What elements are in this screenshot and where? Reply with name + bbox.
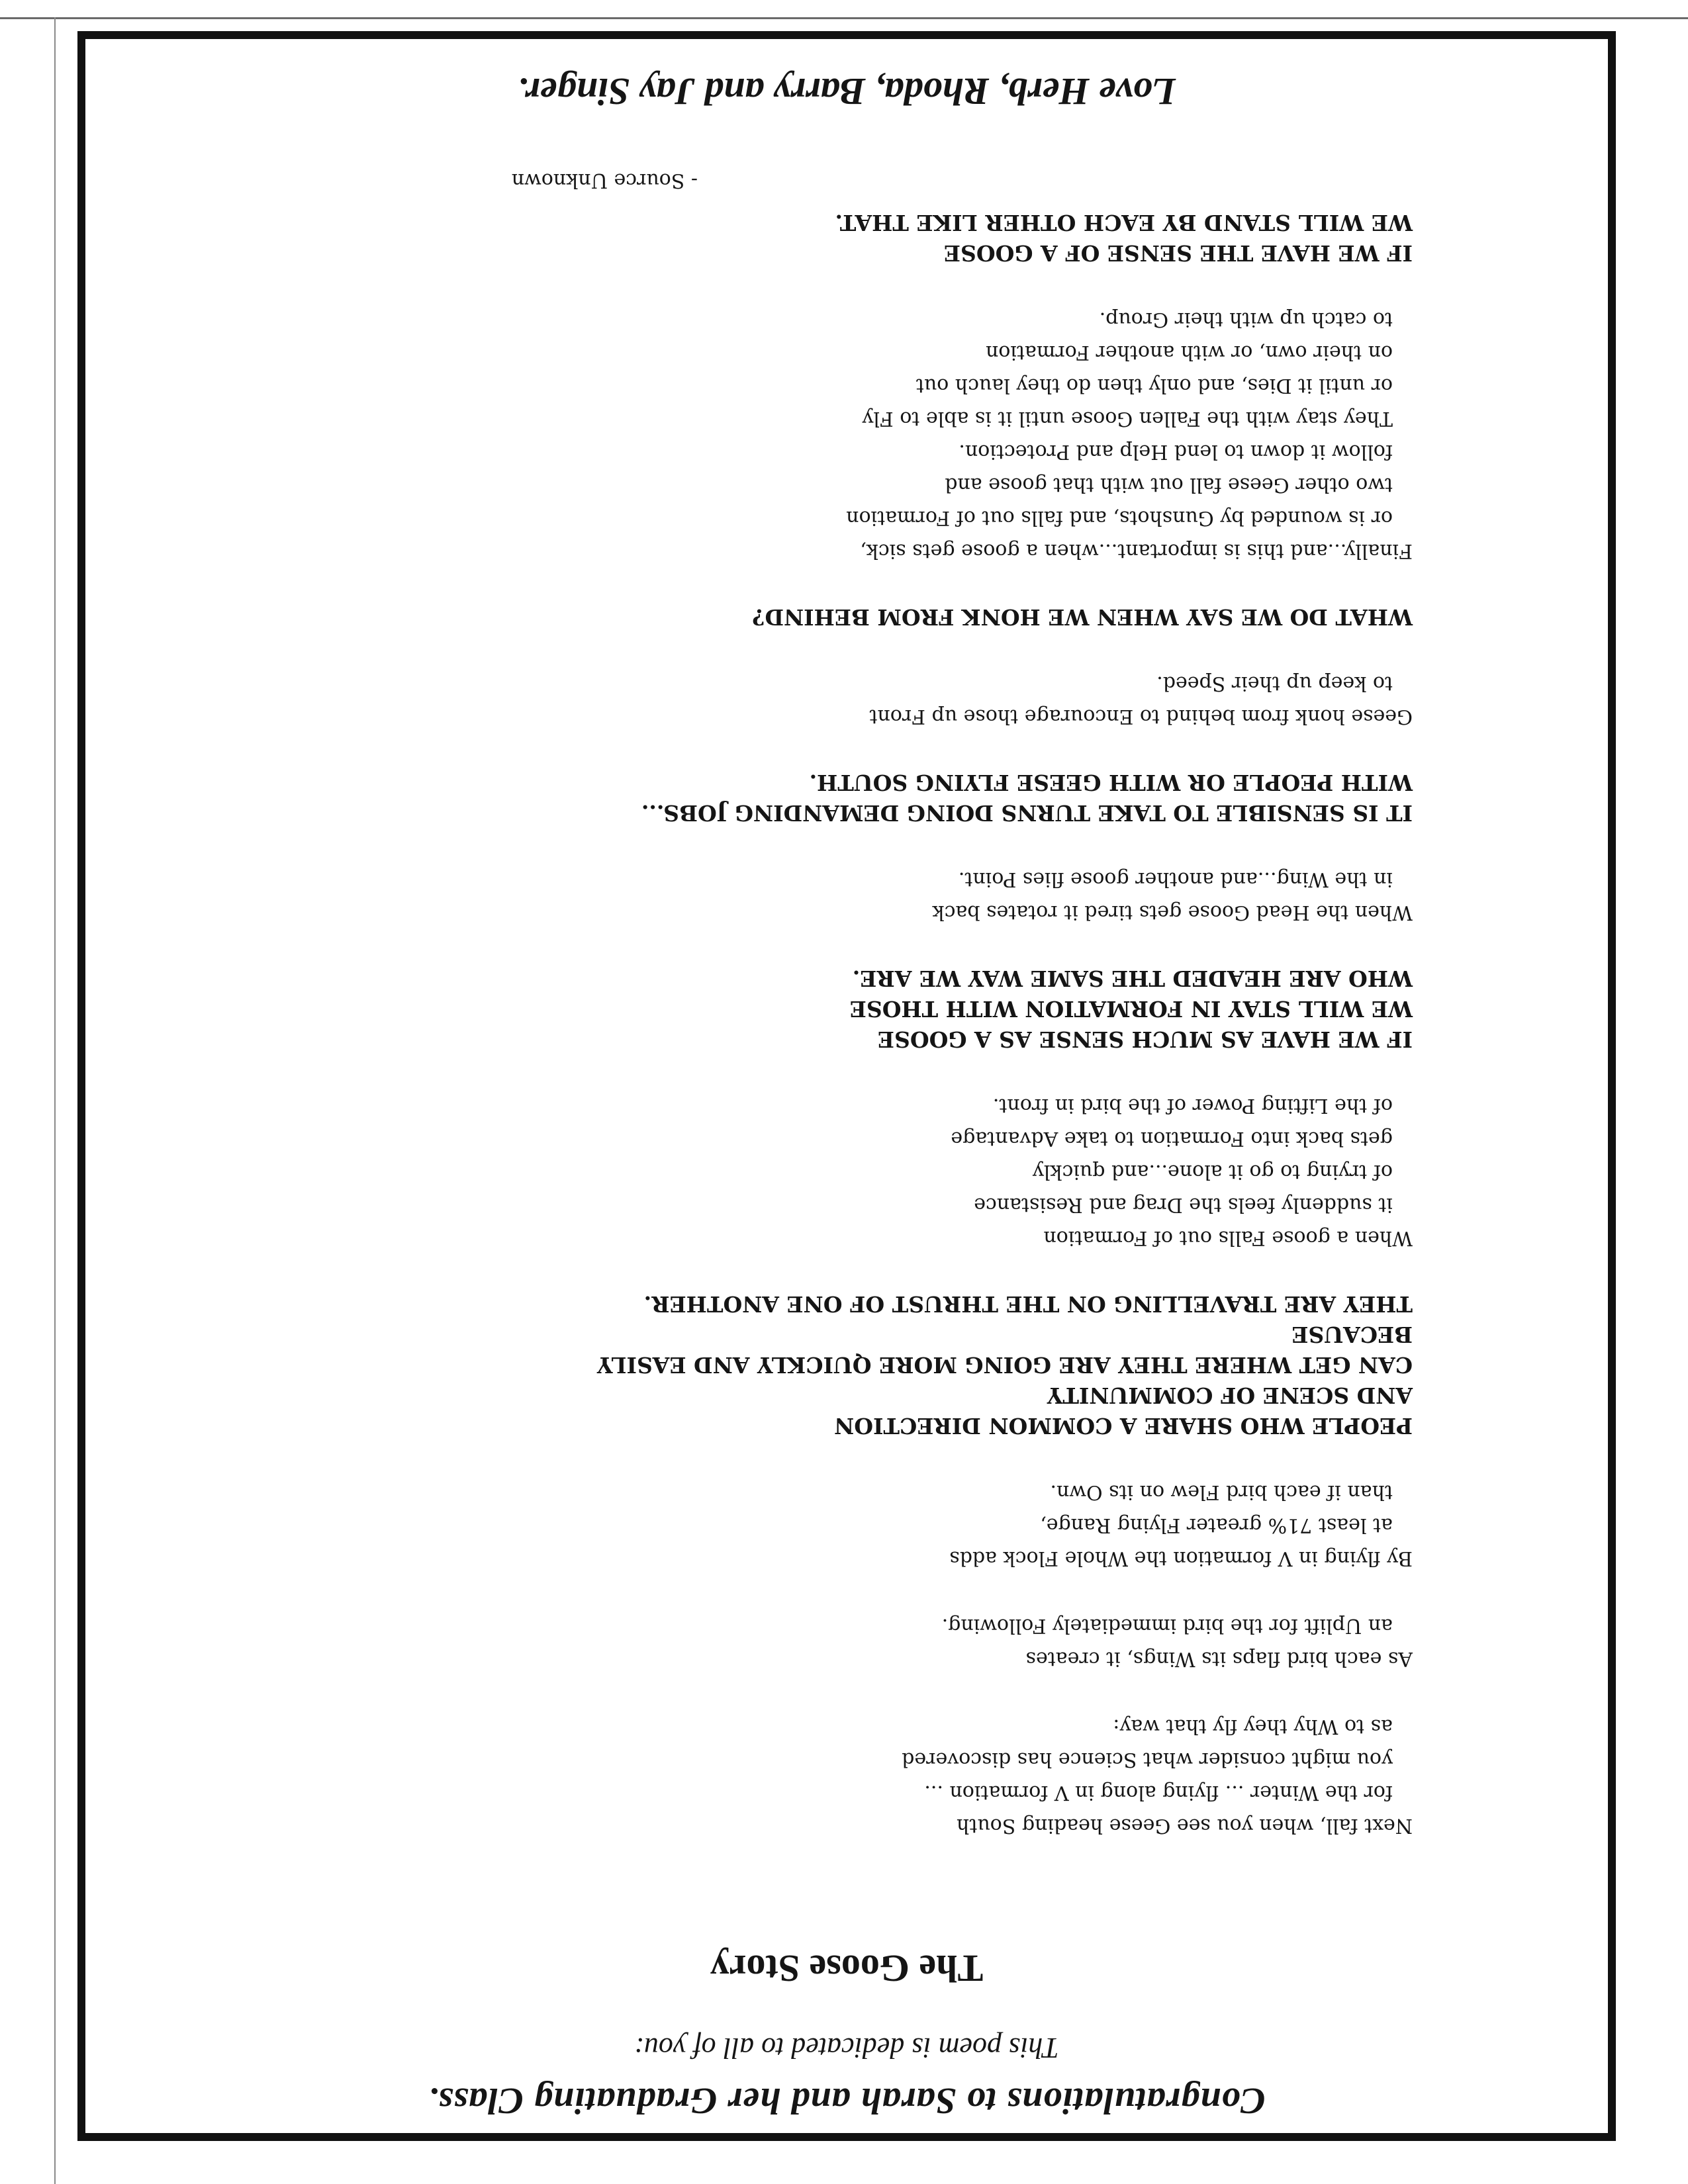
moral [155,767,1413,828]
poem-line: They stay with the Fallen Goose until it is able to Fly [862,407,1393,430]
congratulations-heading: Congratulations to Sarah and her Graduating Class. [428,2080,1266,2121]
poem-line: for the Winter ... flying along in V formation ... [924,1781,1393,1804]
poem-line: of the Lifting Power of the bird in front. [992,1094,1393,1117]
poem-line: than if each bird Flew on its Own. [1050,1480,1393,1504]
moral-line: IF WE HAVE AS MUCH SENSE AS A GOOSE [877,1026,1413,1052]
stanza [155,666,1413,733]
signoff: Love Herb, Rhoda, Barry and Jay Singer. [517,70,1176,113]
moral-line: THEY ARE TRAVELLING ON THE THRUST OF ONE ANOTHER. [643,1291,1413,1317]
moral-line: PEOPLE WHO SHARE A COMMON DIRECTION [834,1413,1413,1439]
poem-line: it suddenly feels the Drag and Resistance [974,1193,1393,1216]
moral [155,207,1413,268]
moral [155,602,1413,632]
poem-line: By flying in V formation the Whole Flock adds [949,1547,1413,1570]
poem-line: to catch up with their Group. [1099,308,1393,331]
poem-line: or until it Dies, and only then do they lauch out [915,374,1393,397]
poem-line: in the Wing...and another goose flies Point. [958,868,1393,891]
stanza [155,1475,1413,1574]
poem-line: Finally...and this is important...when a goose gets sick, [860,539,1413,563]
moral-line: WHAT DO WE SAY WHEN WE HONK FROM BEHIND? [752,604,1413,630]
source-attribution: - Source Unknown [511,169,698,192]
moral [155,963,1413,1054]
poem-line: on their own, or with another Formation [986,341,1393,364]
poem-line: of trying to go it alone...and quickly [1032,1160,1393,1183]
moral [155,1289,1413,1441]
scan-edge-left [54,17,56,2184]
stanza [155,1089,1413,1254]
poem-line: to keep up their Speed. [1156,672,1393,695]
page-border [77,31,1616,2141]
poem-line: Next fall, when you see Geese heading South [957,1814,1413,1837]
poem-line: gets back into Formation to take Advantage [951,1127,1393,1150]
moral-line: IF WE HAVE THE SENSE OF A GOOSE [943,240,1413,266]
stanza [155,302,1413,567]
stanza [155,1609,1413,1675]
poem-body [155,163,1413,1842]
poem-line: Geese honk from behind to Encourage those up Front [869,705,1413,728]
moral-line: WE WILL STAND BY EACH OTHER LIKE THAT. [835,210,1413,236]
stanza [155,862,1413,929]
poem-title: The Goose Story [710,1947,984,1991]
upside-down-content [85,39,1608,2133]
poem-line: follow it down to lend Help and Protection. [959,440,1393,463]
header [85,1945,1608,2122]
moral-line: WHO ARE HEADED THE SAME WAY WE ARE. [852,966,1413,991]
poem-line: you might consider what Science has discovered [902,1748,1393,1771]
poem-line: at least 71% greater Flying Range, [1040,1514,1393,1537]
poem-line: When the Head Goose gets tired it rotates back [932,901,1413,924]
poem-line: as to Why they fly that way: [1113,1715,1393,1738]
poem-line: When a goose Falls out of Formation [1043,1226,1413,1250]
poem-line: As each bird flaps its Wings, it creates [1025,1647,1413,1670]
moral-line: AND SCENE OF COMMUNITY [1047,1383,1413,1408]
moral-line: WE WILL STAY IN FORMATION WITH THOSE [849,996,1413,1022]
moral-line: CAN GET WHERE THEY ARE GOING MORE QUICKLY AND EASILY [596,1352,1413,1378]
moral-line: IT IS SENSIBLE TO TAKE TURNS DOING DEMANDING JOBS... [641,800,1413,826]
poem-line: two other Geese fall out with that goose and [945,473,1393,496]
poem-line: or is wounded by Gunshots, and falls out of Formation [846,506,1393,529]
stanza [155,1709,1413,1842]
moral-line: WITH PEOPLE OR WITH GEESE FLYING SOUTH. [809,770,1413,796]
dedication-line: This poem is dedicated to all of you: [634,2031,1059,2064]
moral-line: BECAUSE [1291,1322,1413,1347]
poem-line: an Uplift for the bird immediately Following. [941,1614,1393,1637]
scan-edge-top [0,17,1688,19]
